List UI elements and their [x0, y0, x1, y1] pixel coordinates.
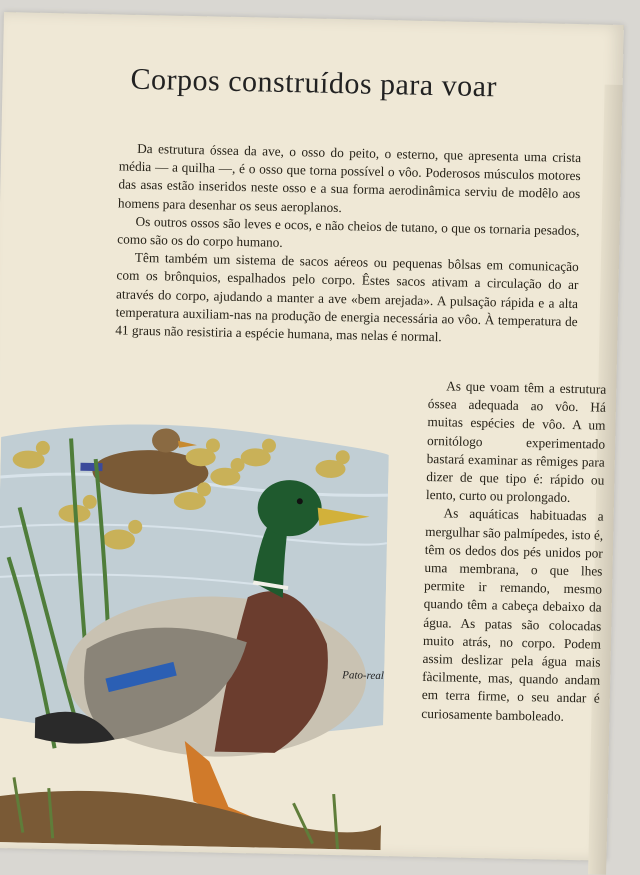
- figure-caption: Pato-real: [342, 669, 385, 683]
- paragraph: Têm também um sistema de sacos aéreos ou pequenas bôlsas em comunicação com os brônquios, espalhados pelo corpo. Êstes sacos ativam a circulação do ar através do corpo, ajudando a manter a ave «bem arejada». A pulsação rápida e a alta temperatura auxiliam-nas na produção de energia necessária ao vôo. À temperatura de 41 graus não resistiria a espécie humana, mas nelas é normal.: [115, 250, 579, 345]
- paragraph: Da estrutura óssea da ave, o osso do peito, o esterno, que apresenta uma crista média — a quilha —, é o osso que torna possível o vôo. Poderosos músculos motores das asas estão inseridos neste osso e a sua forma aerodinâmica serviu de modêlo aos homens para desenhar os seus aeroplanos.: [117, 140, 582, 215]
- paragraph: As que voam têm a estrutura óssea adequada ao vôo. Há muitas espécies de vôo. A um ornitólogo experimentado bastará examinar as rêmiges para dizer de que tipo é: rápido ou lento, curto ou prolongado.: [425, 378, 607, 506]
- paragraph: Os outros ossos são leves e ocos, e não cheios de tutano, o que os tornaria pesados, como são os do corpo humano.: [117, 213, 580, 250]
- page-title: Corpos construídos para voar: [130, 62, 498, 104]
- mallard-illustration: [0, 417, 389, 850]
- body-text-top: [115, 139, 581, 349]
- paragraph: As aquáticas habituadas a mergulhar são palmípedes, isto é, têm os dedos dos pés unidos por uma membrana, o que lhes permite ir remando, mesmo quando têm a cabeça debaixo da água. As patas são colocadas muito atrás, no corpo. Podem assim deslizar pela água mais fàcilmente, mas, quando andam em terra firme, o seu andar é curiosamente bamboleado.: [421, 505, 604, 724]
- book-page: [0, 12, 624, 861]
- body-text-right-column: [421, 377, 606, 727]
